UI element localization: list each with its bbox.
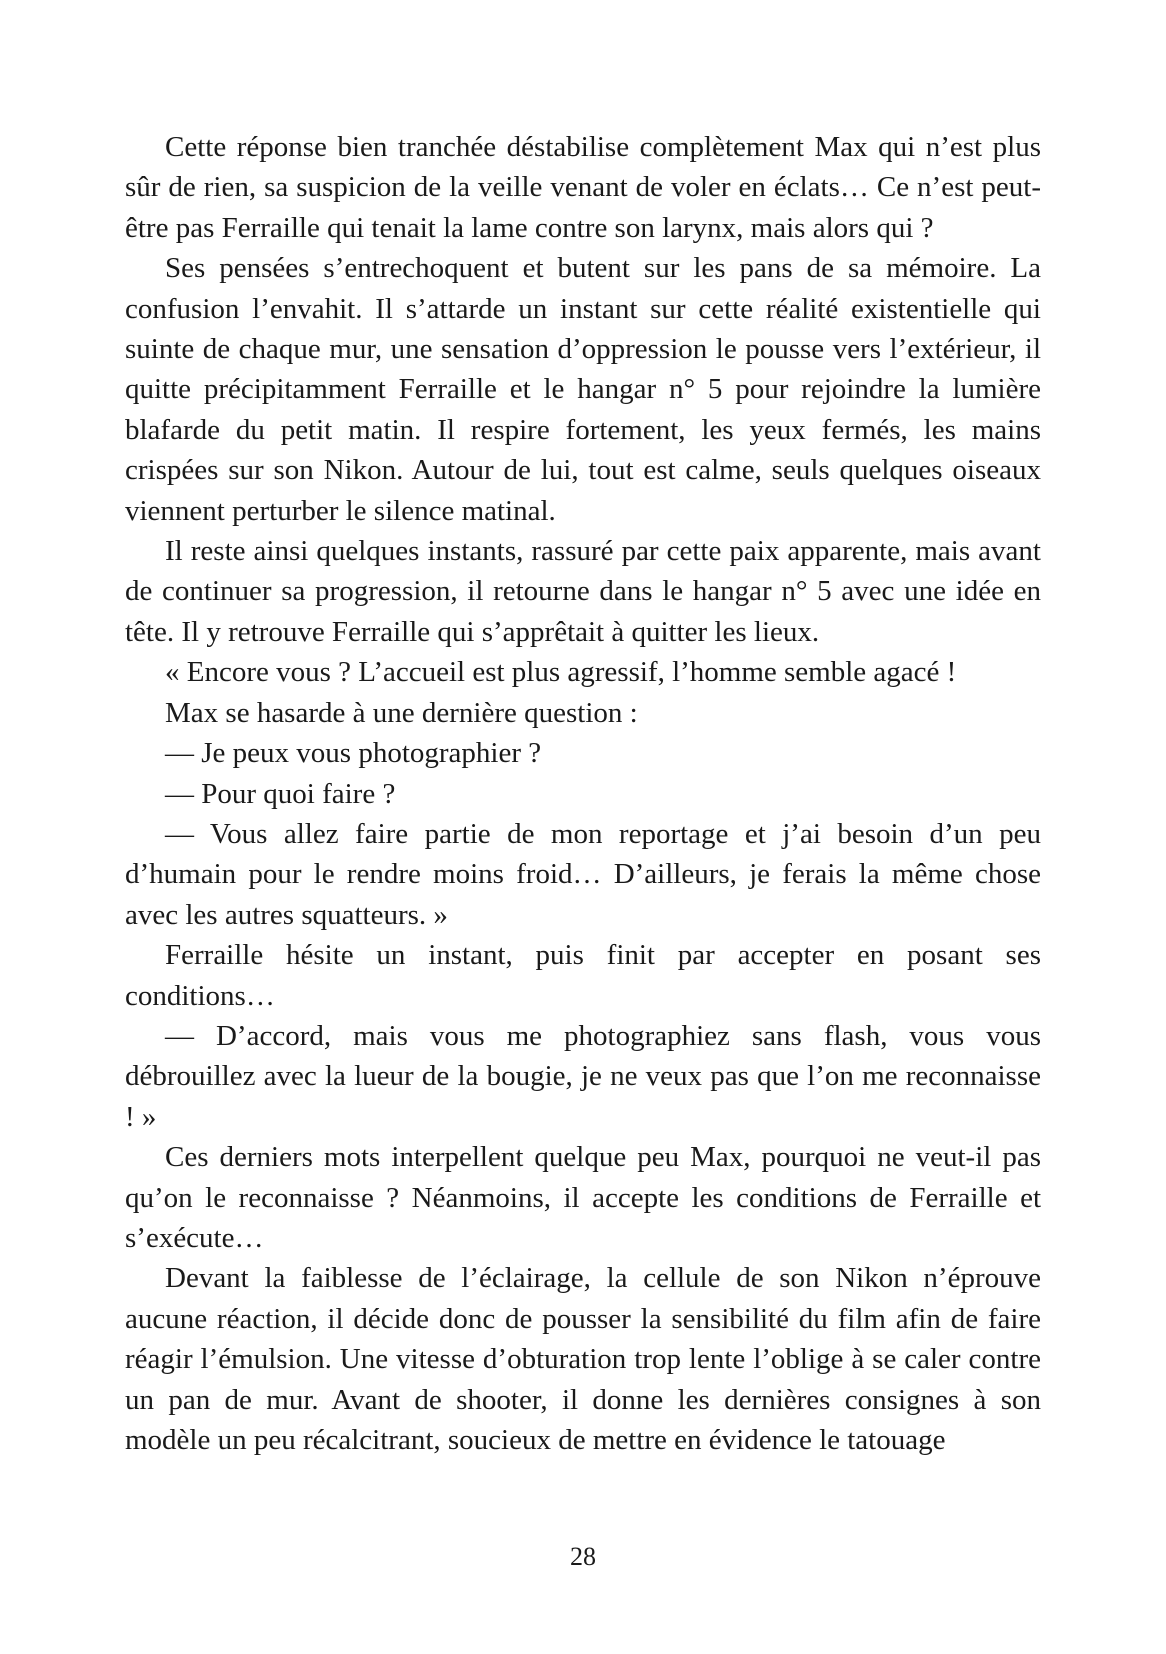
paragraph: — D’accord, mais vous me photographiez sans flash, vous vous débrouillez avec la lueur de la bougie, je ne veux pas que l’on me reconnaisse ! » <box>125 1019 1041 1133</box>
paragraph: Cette réponse bien tranchée déstabilise complètement Max qui n’est plus sûr de rien, sa suspicion de la veille venant de voler en éclats… Ce n’est peut-être pas Ferraille qui tenait la lame contre son larynx, mais alors qui ? <box>125 131 1041 244</box>
paragraph: Max se hasarde à une dernière question : <box>165 696 638 729</box>
paragraph: Ferraille hésite un instant, puis finit par accepter en posant ses conditions… <box>125 939 1041 1012</box>
paragraph: « Encore vous ? L’accueil est plus agressif, l’homme semble agacé ! <box>165 656 957 689</box>
paragraph: — Vous allez faire partie de mon reportage et j’ai besoin d’un peu d’humain pour le rendre moins froid… D’ailleurs, je ferais la même chose avec les autres squatteurs. » <box>125 817 1041 931</box>
page-number: 28 <box>570 1542 596 1571</box>
paragraph: — Pour quoi faire ? <box>165 777 396 810</box>
paragraph: Ces derniers mots interpellent quelque peu Max, pourquoi ne veut-il pas qu’on le reconnaisse ? Néanmoins, il accepte les conditions de Ferraille et s’exécute… <box>125 1141 1041 1254</box>
paragraph: Devant la faiblesse de l’éclairage, la cellule de son Nikon n’éprouve aucune réaction, il décide donc de pousser la sensibilité du film afin de faire réagir l’émulsion. Une vitesse d’obturation trop lente l’oblige à se caler contre un pan de mur. Avant de shooter, il donne les dernières consignes à son modèle un peu récalcitrant, soucieux de mettre en évidence le tatouage <box>125 1262 1041 1456</box>
paragraph: Il reste ainsi quelques instants, rassuré par cette paix apparente, mais avant de continuer sa progression, il retourne dans le hangar n° 5 avec une idée en tête. Il y retrouve Ferraille qui s’apprêtait à quitter les lieux. <box>125 535 1041 648</box>
paragraph: — Je peux vous photographier ? <box>165 737 542 770</box>
paragraph: Ses pensées s’entrechoquent et butent sur les pans de sa mémoire. La confusion l’envahit. Il s’attarde un instant sur cette réalité existentielle qui suinte de chaque mur, une sensation d’oppression le pousse vers l’extérieur, il quitte précipitamment Ferraille et le hangar n° 5 pour rejoindre la lumière blafarde du petit matin. Il respire fortement, les yeux fermés, les mains crispées sur son Nikon. Autour de lui, tout est calme, seuls quelques oiseaux viennent perturber le silence matinal. <box>125 252 1041 527</box>
page-body <box>125 127 1041 1460</box>
